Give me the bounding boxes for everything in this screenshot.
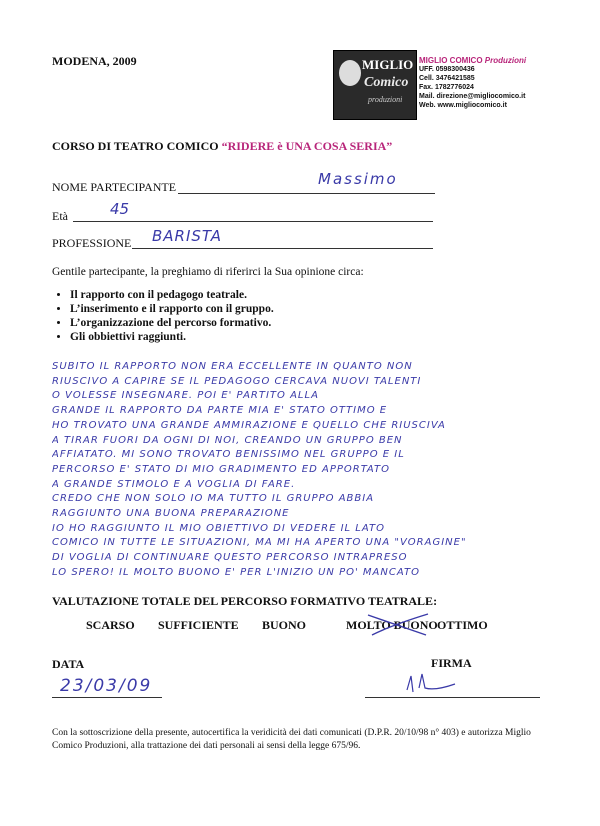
date-field[interactable]: 23/03/09 bbox=[60, 676, 153, 696]
job-field[interactable]: BARISTA bbox=[152, 227, 222, 245]
answer-line: SUBITO IL RAPPORTO NON ERA ECCELLENTE IN QUANTO NON bbox=[52, 361, 413, 372]
date-label: DATA bbox=[52, 657, 85, 671]
course-title bbox=[52, 139, 392, 154]
contact-block bbox=[419, 56, 526, 110]
job-label: PROFESSIONE bbox=[52, 236, 132, 250]
answer-line: LO SPERO! IL MOLTO BUONO E' PER L'INIZIO UN PO' MANCATO bbox=[52, 566, 420, 578]
logo-line-2: Comico bbox=[364, 75, 409, 90]
footer-consent: Con la sottoscrizione della presente, autocertifica la veridicità dei dati comunicati (D.P.R. 20/10/98 n° 403) e autorizza Miglio Comico Produzioni, alla trattazione dei dati personali ai sensi della legge 675/96. bbox=[52, 728, 531, 751]
name-field[interactable]: Massimo bbox=[318, 170, 398, 188]
signature-scribble-icon bbox=[395, 664, 465, 700]
answer-line: AFFIATATO. MI SONO TROVATO BENISSIMO NEL GRUPPO E IL bbox=[52, 449, 405, 461]
option-scarso[interactable]: SCARSO bbox=[86, 618, 135, 632]
contact-cell: Cell. 3476421585 bbox=[419, 75, 475, 82]
answer-line: COMICO IN TUTTE LE SITUAZIONI, MA MI HA APERTO UNA "VORAGINE" bbox=[52, 537, 467, 549]
option-buono[interactable]: BUONO bbox=[262, 618, 307, 632]
selection-cross-mark bbox=[362, 611, 432, 639]
course-prefix: CORSO DI TEATRO COMICO bbox=[52, 139, 219, 153]
topic-list bbox=[52, 288, 274, 344]
age-label: Età bbox=[52, 209, 68, 223]
company-suffix: Produzioni bbox=[484, 56, 527, 65]
answer-line: IO HO RAGGIUNTO IL MIO OBIETTIVO DI VEDERE IL LATO bbox=[52, 522, 385, 534]
answer-line: A GRANDE STIMOLO E A VOGLIA DI FARE. bbox=[52, 478, 296, 490]
contact-phone: UFF. 0598300436 bbox=[419, 66, 475, 73]
contact-web: Web. www.migliocomico.it bbox=[419, 102, 507, 109]
answer-line: HO TROVATO UNA GRANDE AMMIRAZIONE E QUELLO CHE RIUSCIVA bbox=[52, 419, 446, 431]
course-name: “RIDERE è UNA COSA SERIA” bbox=[221, 139, 393, 153]
name-underline bbox=[178, 193, 435, 194]
logo-line-3: produzioni bbox=[368, 95, 403, 104]
topic-item: • Il rapporto con il pedagogo teatrale. bbox=[70, 288, 274, 302]
topic-item: • L’organizzazione del percorso formativo. bbox=[70, 316, 274, 330]
city-date: MODENA, 2009 bbox=[52, 54, 137, 68]
answer-line: PERCORSO E' STATO DI MIO GRADIMENTO ED APPORTATO bbox=[52, 463, 390, 475]
answer-line: RIUSCIVO A CAPIRE SE IL PEDAGOGO CERCAVA NUOVI TALENTI bbox=[52, 375, 422, 387]
contact-fax: Fax. 1782776024 bbox=[419, 84, 474, 91]
answer-line: GRANDE IL RAPPORTO DA PARTE MIA E' STATO OTTIMO E bbox=[52, 405, 388, 417]
signature-label: FIRMA bbox=[431, 656, 472, 670]
age-field[interactable]: 45 bbox=[110, 200, 130, 218]
answer-line: RAGGIUNTO UNA BUONA PREPARAZIONE bbox=[52, 508, 290, 520]
answer-line: DI VOGLIA DI CONTINUARE QUESTO PERCORSO INTRAPRESO bbox=[52, 552, 408, 564]
company-name: MIGLIO COMICO bbox=[419, 56, 483, 65]
name-label: NOME PARTECIPANTE bbox=[52, 180, 177, 194]
answer-line: CREDO CHE NON SOLO IO MA TUTTO IL GRUPPO ABBIA bbox=[52, 493, 375, 505]
clown-face-icon bbox=[339, 60, 361, 86]
logo-line-1: MIGLIO bbox=[362, 57, 414, 72]
option-molto-buono[interactable]: MOLTO BUONO bbox=[346, 618, 438, 632]
handwritten-answer[interactable] bbox=[52, 360, 532, 581]
answer-line: O VOLESSE INSEGNARE. POI E' PARTITO ALLA bbox=[52, 390, 319, 402]
option-sufficiente[interactable]: SUFFICIENTE bbox=[158, 618, 239, 632]
contact-mail: Mail. direzione@migliocomico.it bbox=[419, 93, 526, 100]
evaluation-title: VALUTAZIONE TOTALE DEL PERCORSO FORMATIVO TEATRALE: bbox=[52, 594, 438, 608]
job-underline bbox=[132, 248, 433, 249]
date-underline bbox=[52, 697, 162, 698]
option-ottimo[interactable]: OTTIMO bbox=[437, 618, 488, 632]
topic-item: • Gli obbiettivi raggiunti. bbox=[70, 330, 274, 344]
company-logo bbox=[333, 50, 417, 120]
intro-text: Gentile partecipante, la preghiamo di riferirci la Sua opinione circa: bbox=[52, 266, 364, 278]
topic-item: • L’inserimento e il rapporto con il gruppo. bbox=[70, 302, 274, 316]
age-underline bbox=[73, 221, 433, 222]
answer-line: A TIRAR FUORI DA OGNI DI NOI, CREANDO UN GRUPPO BEN bbox=[52, 434, 403, 446]
signature-underline bbox=[365, 697, 540, 698]
